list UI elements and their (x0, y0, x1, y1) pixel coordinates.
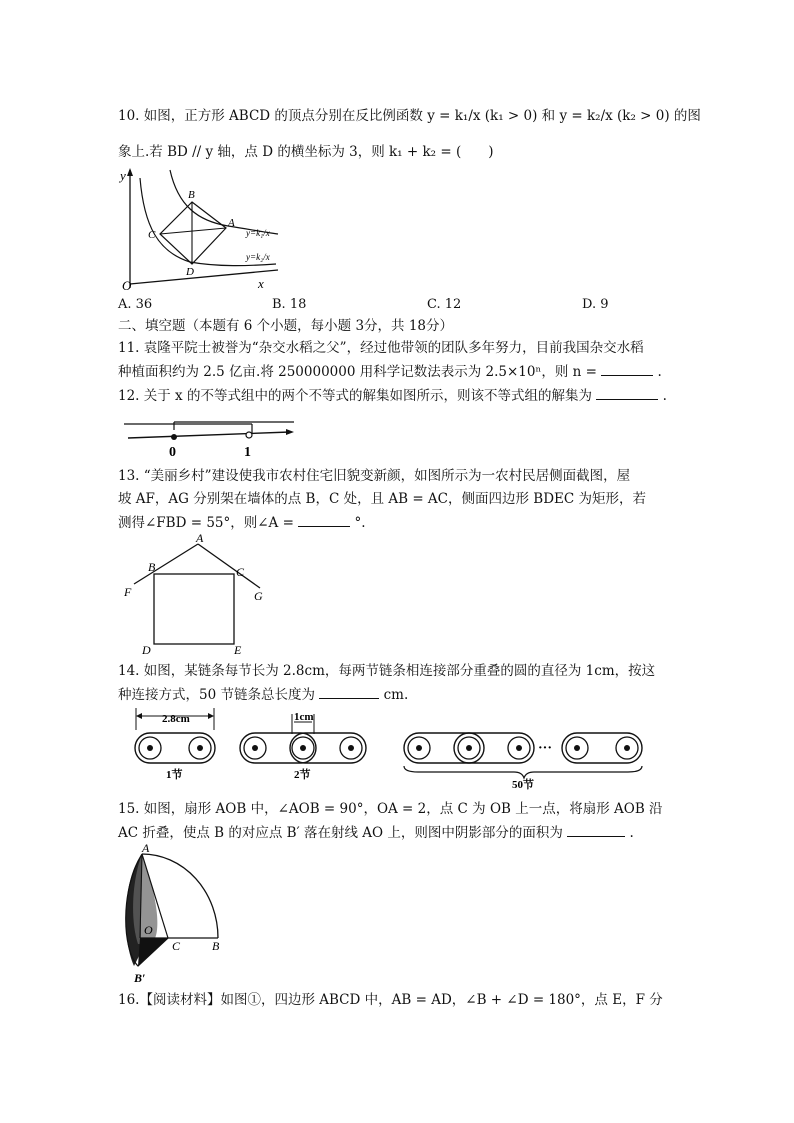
axis-arrow-icon (286, 429, 294, 435)
open-point-icon (246, 432, 252, 438)
label-length: 2.8cm (162, 713, 190, 725)
label-b-prime: B′ (134, 971, 146, 985)
x-axis (130, 270, 278, 284)
label-one-link: 1节 (166, 769, 183, 781)
label-one: 1 (244, 445, 251, 460)
label-d: D (142, 643, 151, 656)
q12-end: . (662, 388, 667, 404)
section-heading: 二、填空题（本题有 6 个小题，每小题 3分，共 18分） (118, 318, 454, 334)
label-b: B (212, 939, 220, 953)
chain-two-links (240, 711, 366, 781)
q10-figure (118, 166, 288, 292)
label-f: F (124, 585, 132, 599)
q10-option-a: A. 36 (118, 297, 153, 312)
label-o: O (144, 923, 153, 937)
label-e: E (234, 643, 242, 656)
q15-sector-figure (118, 840, 248, 986)
q12-answer-blank[interactable] (596, 385, 658, 400)
axis-line (128, 432, 290, 438)
label-a: A (142, 841, 150, 855)
label-diameter: 1cm (294, 711, 314, 723)
label-a: A (196, 531, 204, 545)
q13-text: 测得∠FBD = 55°，则∠A = (118, 515, 294, 531)
label-c: C (236, 565, 245, 579)
q10-option-b: B. 18 (272, 297, 307, 312)
wall-bdec (154, 574, 234, 644)
label-c: C (172, 939, 181, 953)
label-curve1: y=k₁/x (246, 228, 270, 238)
q15-answer-blank[interactable] (567, 822, 625, 837)
label-fifty-links: 50节 (512, 779, 534, 790)
label-a: A (228, 217, 235, 229)
q12-number-line (118, 410, 298, 460)
label-d: D (186, 266, 194, 278)
label-b: B (188, 189, 195, 201)
closed-point-icon (171, 434, 177, 440)
q11-answer-blank[interactable] (601, 361, 653, 376)
label-b: B (148, 560, 156, 574)
label-c: C (148, 229, 156, 241)
label-g: G (254, 589, 263, 603)
roof-af (134, 544, 198, 584)
chain-fifty-links (404, 733, 642, 790)
q10-option-d: D. 9 (582, 297, 609, 312)
q12-line1 (118, 385, 667, 406)
label-y: y (120, 168, 126, 183)
q14-end: cm. (383, 687, 409, 703)
label-x: x (258, 276, 264, 291)
q12-text: 12. 关于 x 的不等式组中的两个不等式的解集如图所示，则该不等式组的解集为 (118, 388, 592, 404)
label-o: O (122, 278, 132, 292)
chain-one-link (135, 708, 215, 781)
q13-answer-blank[interactable] (298, 512, 350, 527)
q13-line1: 13. “美丽乡村”建设使我市农村住宅旧貌变新颜，如图所示为一农村民居侧面截图，屋 (118, 468, 631, 484)
q15-text: AC 折叠，使点 B 的对应点 B′ 落在射线 AO 上，则图中阴影部分的面积为 (118, 825, 563, 841)
q11-text: 种植面积约为 2.5 亿亩.将 250000000 用科学记数法表示为 2.5×10ⁿ，则 n = (118, 364, 597, 380)
q16-line1: 16.【阅读材料】如图①，四边形 ABCD 中，AB = AD，∠B + ∠D = 180°，点 E，F 分 (118, 992, 663, 1008)
roof-ag (198, 544, 260, 588)
q14-text: 种连接方式，50 节链条总长度为 (118, 687, 315, 703)
diagonal-ca (160, 228, 226, 234)
q14-line2 (118, 684, 408, 705)
label-two-links: 2节 (294, 769, 311, 781)
q15-line1: 15. 如图，扇形 AOB 中，∠AOB = 90°，OA = 2，点 C 为 OB 上一点，将扇形 AOB 沿 (118, 801, 663, 817)
q14-chain-figure (118, 704, 674, 790)
q10-line1: 10. 如图，正方形 ABCD 的顶点分别在反比例函数 y = k₁/x (k₁ > 0) 和 y = k₂/x (k₂ > 0) 的图 (118, 108, 701, 124)
y-axis-arrow-icon (127, 168, 133, 176)
q14-answer-blank[interactable] (319, 684, 379, 699)
q13-line2: 坡 AF，AG 分别架在墙体的点 B，C 处，且 AB = AC，侧面四边形 BDEC 为矩形，若 (118, 491, 647, 507)
label-zero: 0 (169, 445, 176, 460)
q11-line2 (118, 361, 662, 382)
q10-option-c: C. 12 (427, 297, 462, 312)
q13-house-figure (118, 530, 278, 656)
curve-k1 (170, 170, 278, 234)
q13-end: °. (354, 515, 366, 531)
q10-line2: 象上.若 BD // y 轴，点 D 的横坐标为 3，则 k₁ + k₂ = ( ) (118, 144, 494, 160)
q11-end: . (657, 364, 662, 380)
q11-line1: 11. 袁隆平院士被誉为“杂交水稻之父”，经过他带领的团队多年努力，目前我国杂交水稻 (118, 340, 644, 356)
q15-end: . (629, 825, 634, 841)
ellipsis: ··· (538, 741, 553, 756)
q14-line1: 14. 如图，某链条每节长为 2.8cm，每两节链条相连接部分重叠的圆的直径为 1cm，按这 (118, 663, 656, 679)
label-curve2: y=k₂/x (246, 252, 270, 262)
